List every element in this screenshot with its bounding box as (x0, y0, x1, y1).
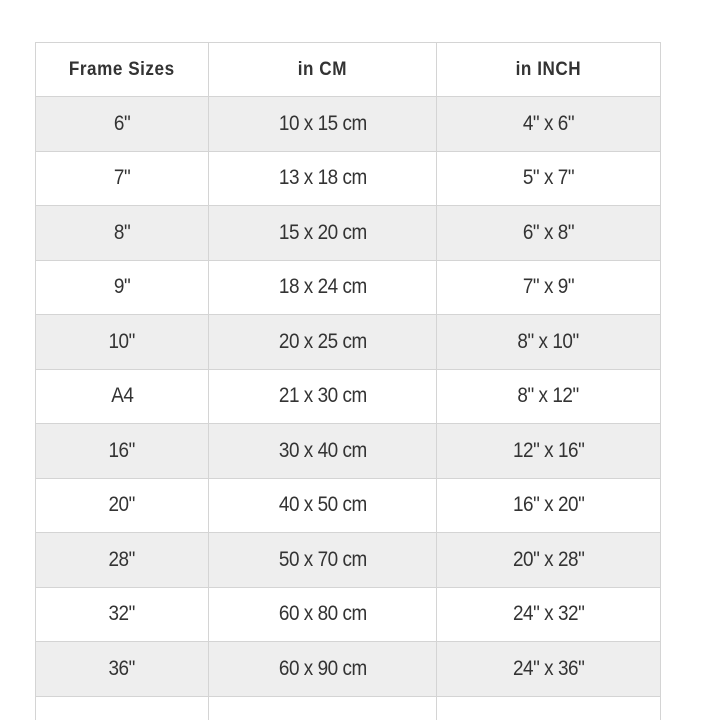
cell-empty (209, 696, 437, 720)
cell-size-inch: 12" x 16" (437, 424, 661, 479)
cell-frame-size: 9" (36, 260, 209, 315)
cell-size-inch: 24" x 32" (437, 587, 661, 642)
cell-size-cm: 21 x 30 cm (209, 369, 437, 424)
cell-frame-size: A4 (36, 369, 209, 424)
cell-size-cm: 50 x 70 cm (209, 533, 437, 588)
cell-size-inch: 16" x 20" (437, 478, 661, 533)
table-row (36, 533, 661, 588)
cell-size-inch: 8" x 12" (437, 369, 661, 424)
frame-size-table (35, 42, 661, 720)
cell-empty (437, 696, 661, 720)
cell-frame-size: 7" (36, 151, 209, 206)
table-row (36, 97, 661, 152)
cell-frame-size: 32" (36, 587, 209, 642)
header-frame-sizes: Frame Sizes (36, 43, 209, 97)
table-header-row (36, 43, 661, 97)
table-row (36, 478, 661, 533)
cell-frame-size: 16" (36, 424, 209, 479)
cell-frame-size: 36" (36, 642, 209, 697)
cell-size-cm: 20 x 25 cm (209, 315, 437, 370)
cell-frame-size: 10" (36, 315, 209, 370)
cell-size-inch: 20" x 28" (437, 533, 661, 588)
cell-frame-size: 20" (36, 478, 209, 533)
cell-size-inch: 24" x 36" (437, 642, 661, 697)
cell-size-cm: 40 x 50 cm (209, 478, 437, 533)
cell-empty (36, 696, 209, 720)
header-in-inch: in INCH (437, 43, 661, 97)
cell-size-cm: 30 x 40 cm (209, 424, 437, 479)
table-row-empty (36, 696, 661, 720)
cell-size-cm: 13 x 18 cm (209, 151, 437, 206)
table-row (36, 642, 661, 697)
table-row (36, 369, 661, 424)
cell-frame-size: 28" (36, 533, 209, 588)
cell-size-cm: 10 x 15 cm (209, 97, 437, 152)
table-row (36, 206, 661, 261)
cell-size-inch: 6" x 8" (437, 206, 661, 261)
cell-size-cm: 18 x 24 cm (209, 260, 437, 315)
cell-size-cm: 15 x 20 cm (209, 206, 437, 261)
frame-size-table-container (35, 42, 660, 720)
header-in-cm: in CM (209, 43, 437, 97)
cell-size-inch: 5" x 7" (437, 151, 661, 206)
cell-size-cm: 60 x 90 cm (209, 642, 437, 697)
cell-frame-size: 8" (36, 206, 209, 261)
table-row (36, 315, 661, 370)
table-row (36, 260, 661, 315)
table-row (36, 424, 661, 479)
cell-frame-size: 6" (36, 97, 209, 152)
table-row (36, 151, 661, 206)
table-row (36, 587, 661, 642)
cell-size-inch: 4" x 6" (437, 97, 661, 152)
cell-size-cm: 60 x 80 cm (209, 587, 437, 642)
cell-size-inch: 8" x 10" (437, 315, 661, 370)
cell-size-inch: 7" x 9" (437, 260, 661, 315)
